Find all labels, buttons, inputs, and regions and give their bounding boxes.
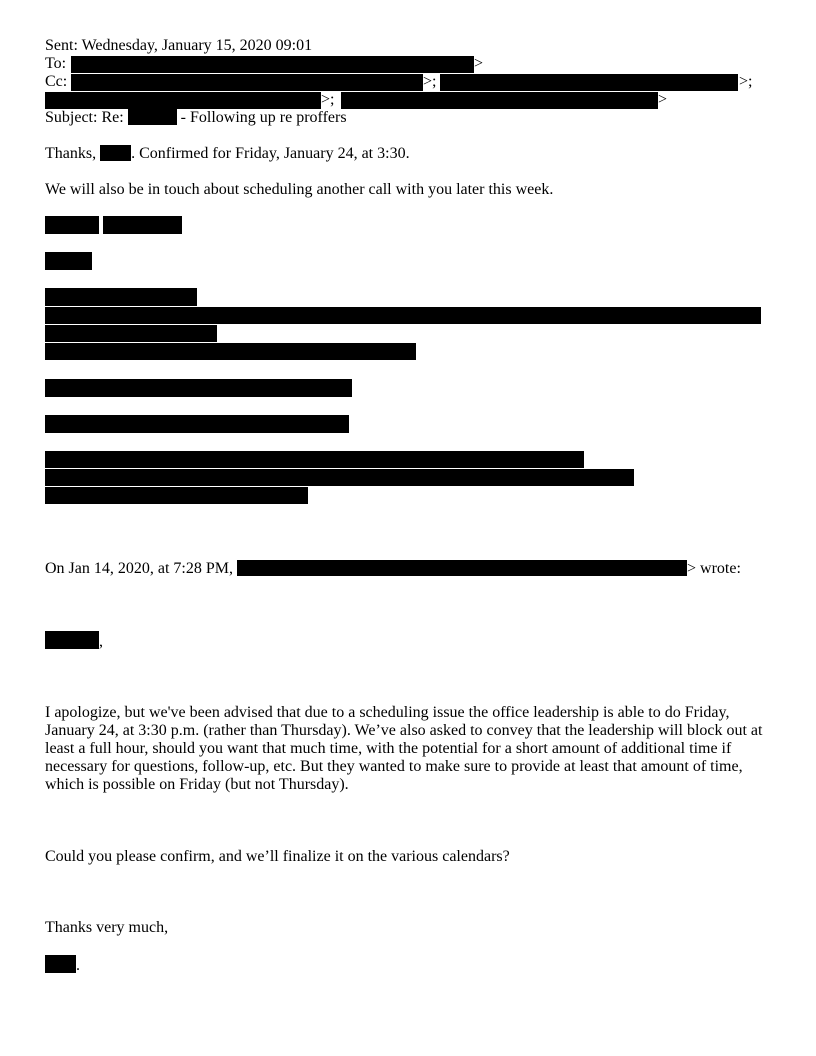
redaction-cc-2 bbox=[440, 74, 738, 91]
redaction-sig-11 bbox=[45, 487, 308, 504]
thanks-suffix: . Confirmed for Friday, January 24, at 3:30. bbox=[131, 145, 410, 162]
redaction-name-1 bbox=[100, 145, 131, 161]
signoff-period: . bbox=[76, 957, 80, 974]
subject-prefix: Re: bbox=[101, 109, 124, 126]
redaction-salutation bbox=[45, 631, 99, 649]
redaction-sig-1b bbox=[103, 216, 182, 234]
redaction-sender bbox=[237, 560, 687, 576]
redaction-sig-6 bbox=[45, 343, 416, 360]
cc-sep-2: >; bbox=[739, 73, 753, 90]
quote-closing: Thanks very much, bbox=[45, 919, 169, 936]
redaction-sig-3 bbox=[45, 288, 197, 306]
thanks-prefix: Thanks, bbox=[45, 145, 97, 162]
redaction-subject bbox=[128, 109, 177, 125]
redaction-sig-7 bbox=[45, 379, 352, 397]
subject-line bbox=[45, 109, 347, 127]
redaction-sig-4 bbox=[45, 307, 761, 324]
redaction-to bbox=[71, 56, 474, 73]
redaction-sig-8 bbox=[45, 415, 349, 433]
sent-value: Wednesday, January 15, 2020 09:01 bbox=[81, 37, 313, 54]
quote-intro-prefix: On Jan 14, 2020, at 7:28 PM, bbox=[45, 560, 233, 577]
redaction-sig-5 bbox=[45, 325, 217, 342]
redaction-signoff bbox=[45, 955, 76, 973]
sent-label: Sent: bbox=[45, 37, 78, 54]
quote-intro-suffix: > wrote: bbox=[687, 560, 741, 577]
redaction-cc-3 bbox=[45, 92, 321, 109]
quote-confirm: Could you please confirm, and we’ll finalize it on the various calendars? bbox=[45, 848, 510, 865]
quote-body: I apologize, but we've been advised that due to a scheduling issue the office leadership is able to do Friday, January 24, at 3:30 p.m. (rather than Thursday). We’ve also asked to convey that the leadership will block out at least a full hour, should you want that much time, with the potential for a short amount of additional time if necessary for questions, follow-up, etc. But they wanted to make sure to provide at least that amount of time, which is possible on Friday (but not Thursday). bbox=[45, 704, 763, 793]
subject-label: Subject: bbox=[45, 109, 98, 126]
sent-line bbox=[45, 37, 312, 55]
reply-line-2: We will also be in touch about scheduling another call with you later this week. bbox=[45, 181, 554, 198]
to-label: To: bbox=[45, 55, 67, 72]
redaction-sig-2 bbox=[45, 252, 92, 270]
to-gt: > bbox=[474, 55, 484, 72]
cc-sep-3: >; bbox=[321, 91, 335, 108]
cc-sep-1: >; bbox=[423, 73, 437, 90]
reply-thanks-line bbox=[45, 145, 410, 163]
redaction-cc-4 bbox=[341, 92, 658, 109]
salutation-comma: , bbox=[99, 633, 103, 650]
redaction-sig-9 bbox=[45, 451, 584, 468]
cc-label: Cc: bbox=[45, 73, 68, 90]
subject-suffix: - Following up re proffers bbox=[180, 109, 347, 126]
cc-gt: > bbox=[658, 91, 668, 108]
quote-intro bbox=[45, 560, 741, 578]
redaction-sig-1a bbox=[45, 216, 99, 234]
redaction-sig-10 bbox=[45, 469, 634, 486]
redaction-cc-1 bbox=[71, 74, 423, 91]
